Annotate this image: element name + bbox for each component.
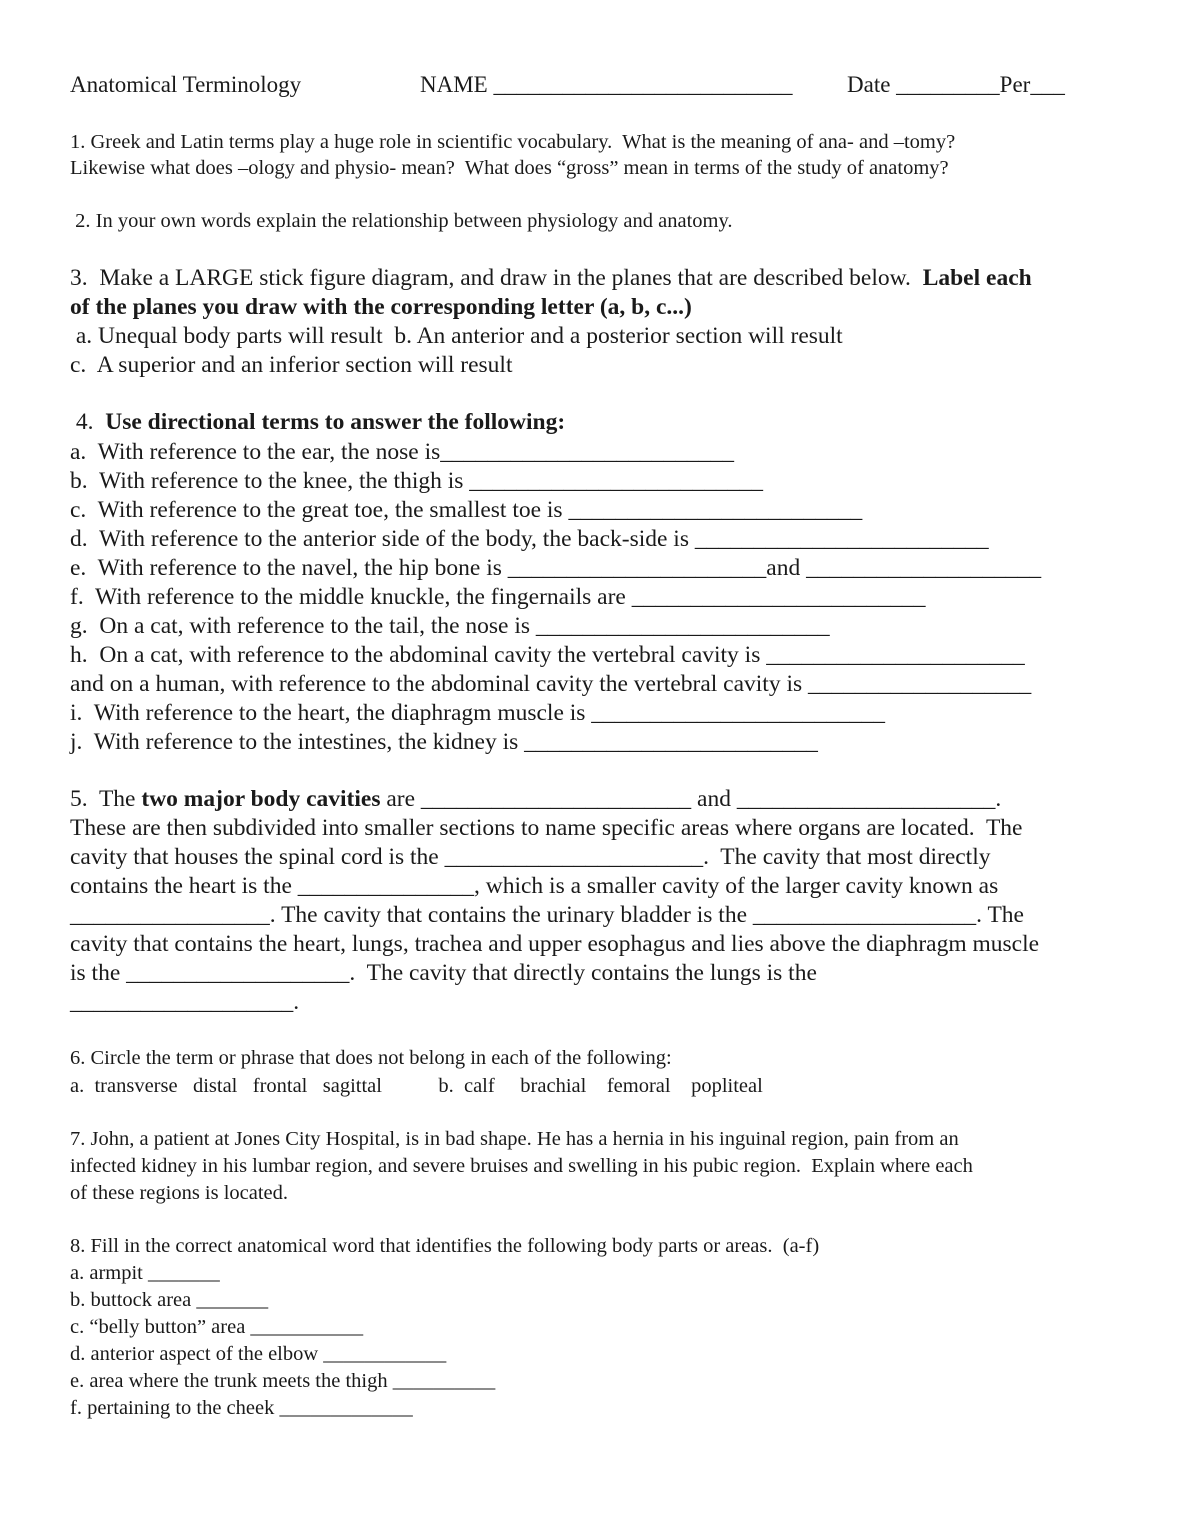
question-3-bold-instruction: of the planes you draw with the corresponding letter (a, b, c...) [70,294,692,320]
question-5-line-1 [70,786,1001,813]
question-4-item: a. With reference to the ear, the nose is_________________________ [70,439,735,465]
question-4-item: e. With reference to the navel, the hip bone is ______________________and ____________________ [70,555,1042,581]
question-3-line-2 [70,294,692,321]
question-7-line: infected kidney in his lumbar region, and severe bruises and swelling in his pubic region. Explain where each [70,1155,973,1177]
question-5-line: cavity that houses the spinal cord is the ______________________. The cavity that most directly [70,844,991,870]
question-8-item: e. area where the trunk meets the thigh __________ [70,1370,496,1392]
worksheet-title: Anatomical Terminology [70,72,302,97]
question-6-line-1: 6. Circle the term or phrase that does not belong in each of the following: [70,1047,672,1069]
question-4-item: j. With reference to the intestines, the kidney is _________________________ [70,729,818,755]
question-5-line: is the ___________________. The cavity that directly contains the lungs is the [70,960,817,986]
question-4-item: b. With reference to the knee, the thigh is _________________________ [70,468,764,494]
question-4-heading-text: Use directional terms to answer the following: [105,409,566,435]
question-4-item: and on a human, with reference to the abdominal cavity the vertebral cavity is ___________________ [70,671,1032,697]
question-5-line: contains the heart is the _______________, which is a smaller cavity of the larger cavity known as [70,873,999,899]
question-5-line: cavity that contains the heart, lungs, trachea and upper esophagus and lies above the diaphragm muscle [70,931,1040,957]
question-4-item: i. With reference to the heart, the diaphragm muscle is _________________________ [70,700,886,726]
question-5-text-a: 5. The [70,786,142,812]
question-4-item: d. With reference to the anterior side of the body, the back-side is _________________________ [70,526,989,552]
question-8-item: d. anterior aspect of the elbow ____________ [70,1343,447,1365]
question-4-heading [70,409,565,436]
question-8-item: f. pertaining to the cheek _____________ [70,1397,413,1419]
question-4-item: h. On a cat, with reference to the abdominal cavity the vertebral cavity is ______________________ [70,642,1025,668]
question-2: 2. In your own words explain the relationship between physiology and anatomy. [70,210,733,232]
question-5-line: These are then subdivided into smaller sections to name specific areas where organs are located. The [70,815,1023,841]
question-5-text-b: are _______________________ and ______________________. [380,786,1002,812]
question-4-item: c. With reference to the great toe, the smallest toe is _________________________ [70,497,863,523]
question-5-bold-text: two major body cavities [141,786,381,812]
question-3-line-3: a. Unequal body parts will result b. An anterior and a posterior section will result [70,323,843,349]
question-5-line: ___________________. [70,989,300,1015]
question-8-heading: 8. Fill in the correct anatomical word that identifies the following body parts or areas. (a-f) [70,1235,820,1257]
question-1-line-2: Likewise what does –ology and physio- mean? What does “gross” mean in terms of the study of anatomy? [70,157,949,179]
question-3-text: 3. Make a LARGE stick figure diagram, and draw in the planes that are described below. [70,265,923,291]
question-3-bold-text: Label each [922,265,1032,291]
question-7-line: 7. John, a patient at Jones City Hospital, is in bad shape. He has a hernia in his inguinal region, pain from an [70,1128,959,1150]
question-8-item: b. buttock area _______ [70,1289,269,1311]
question-8-item: c. “belly button” area ___________ [70,1316,364,1338]
question-4-number: 4. [70,409,106,435]
question-3-line-4: c. A superior and an inferior section will result [70,352,513,378]
date-period-field: Date _________Per___ [847,72,1065,97]
question-4-item: g. On a cat, with reference to the tail, the nose is _________________________ [70,613,830,639]
question-8-item: a. armpit _______ [70,1262,220,1284]
question-4-item: f. With reference to the middle knuckle, the fingernails are _________________________ [70,584,926,610]
question-3-line-1 [70,265,1032,292]
question-1-line-1: 1. Greek and Latin terms play a huge role in scientific vocabulary. What is the meaning of ana- and –tomy? [70,131,956,153]
question-5-line: _________________. The cavity that contains the urinary bladder is the ___________________. The [70,902,1024,928]
question-6-line-2: a. transverse distal frontal sagittal b. calf brachial femoral popliteal [70,1075,763,1097]
name-field: NAME __________________________ [420,72,793,97]
question-7-line: of these regions is located. [70,1182,289,1204]
